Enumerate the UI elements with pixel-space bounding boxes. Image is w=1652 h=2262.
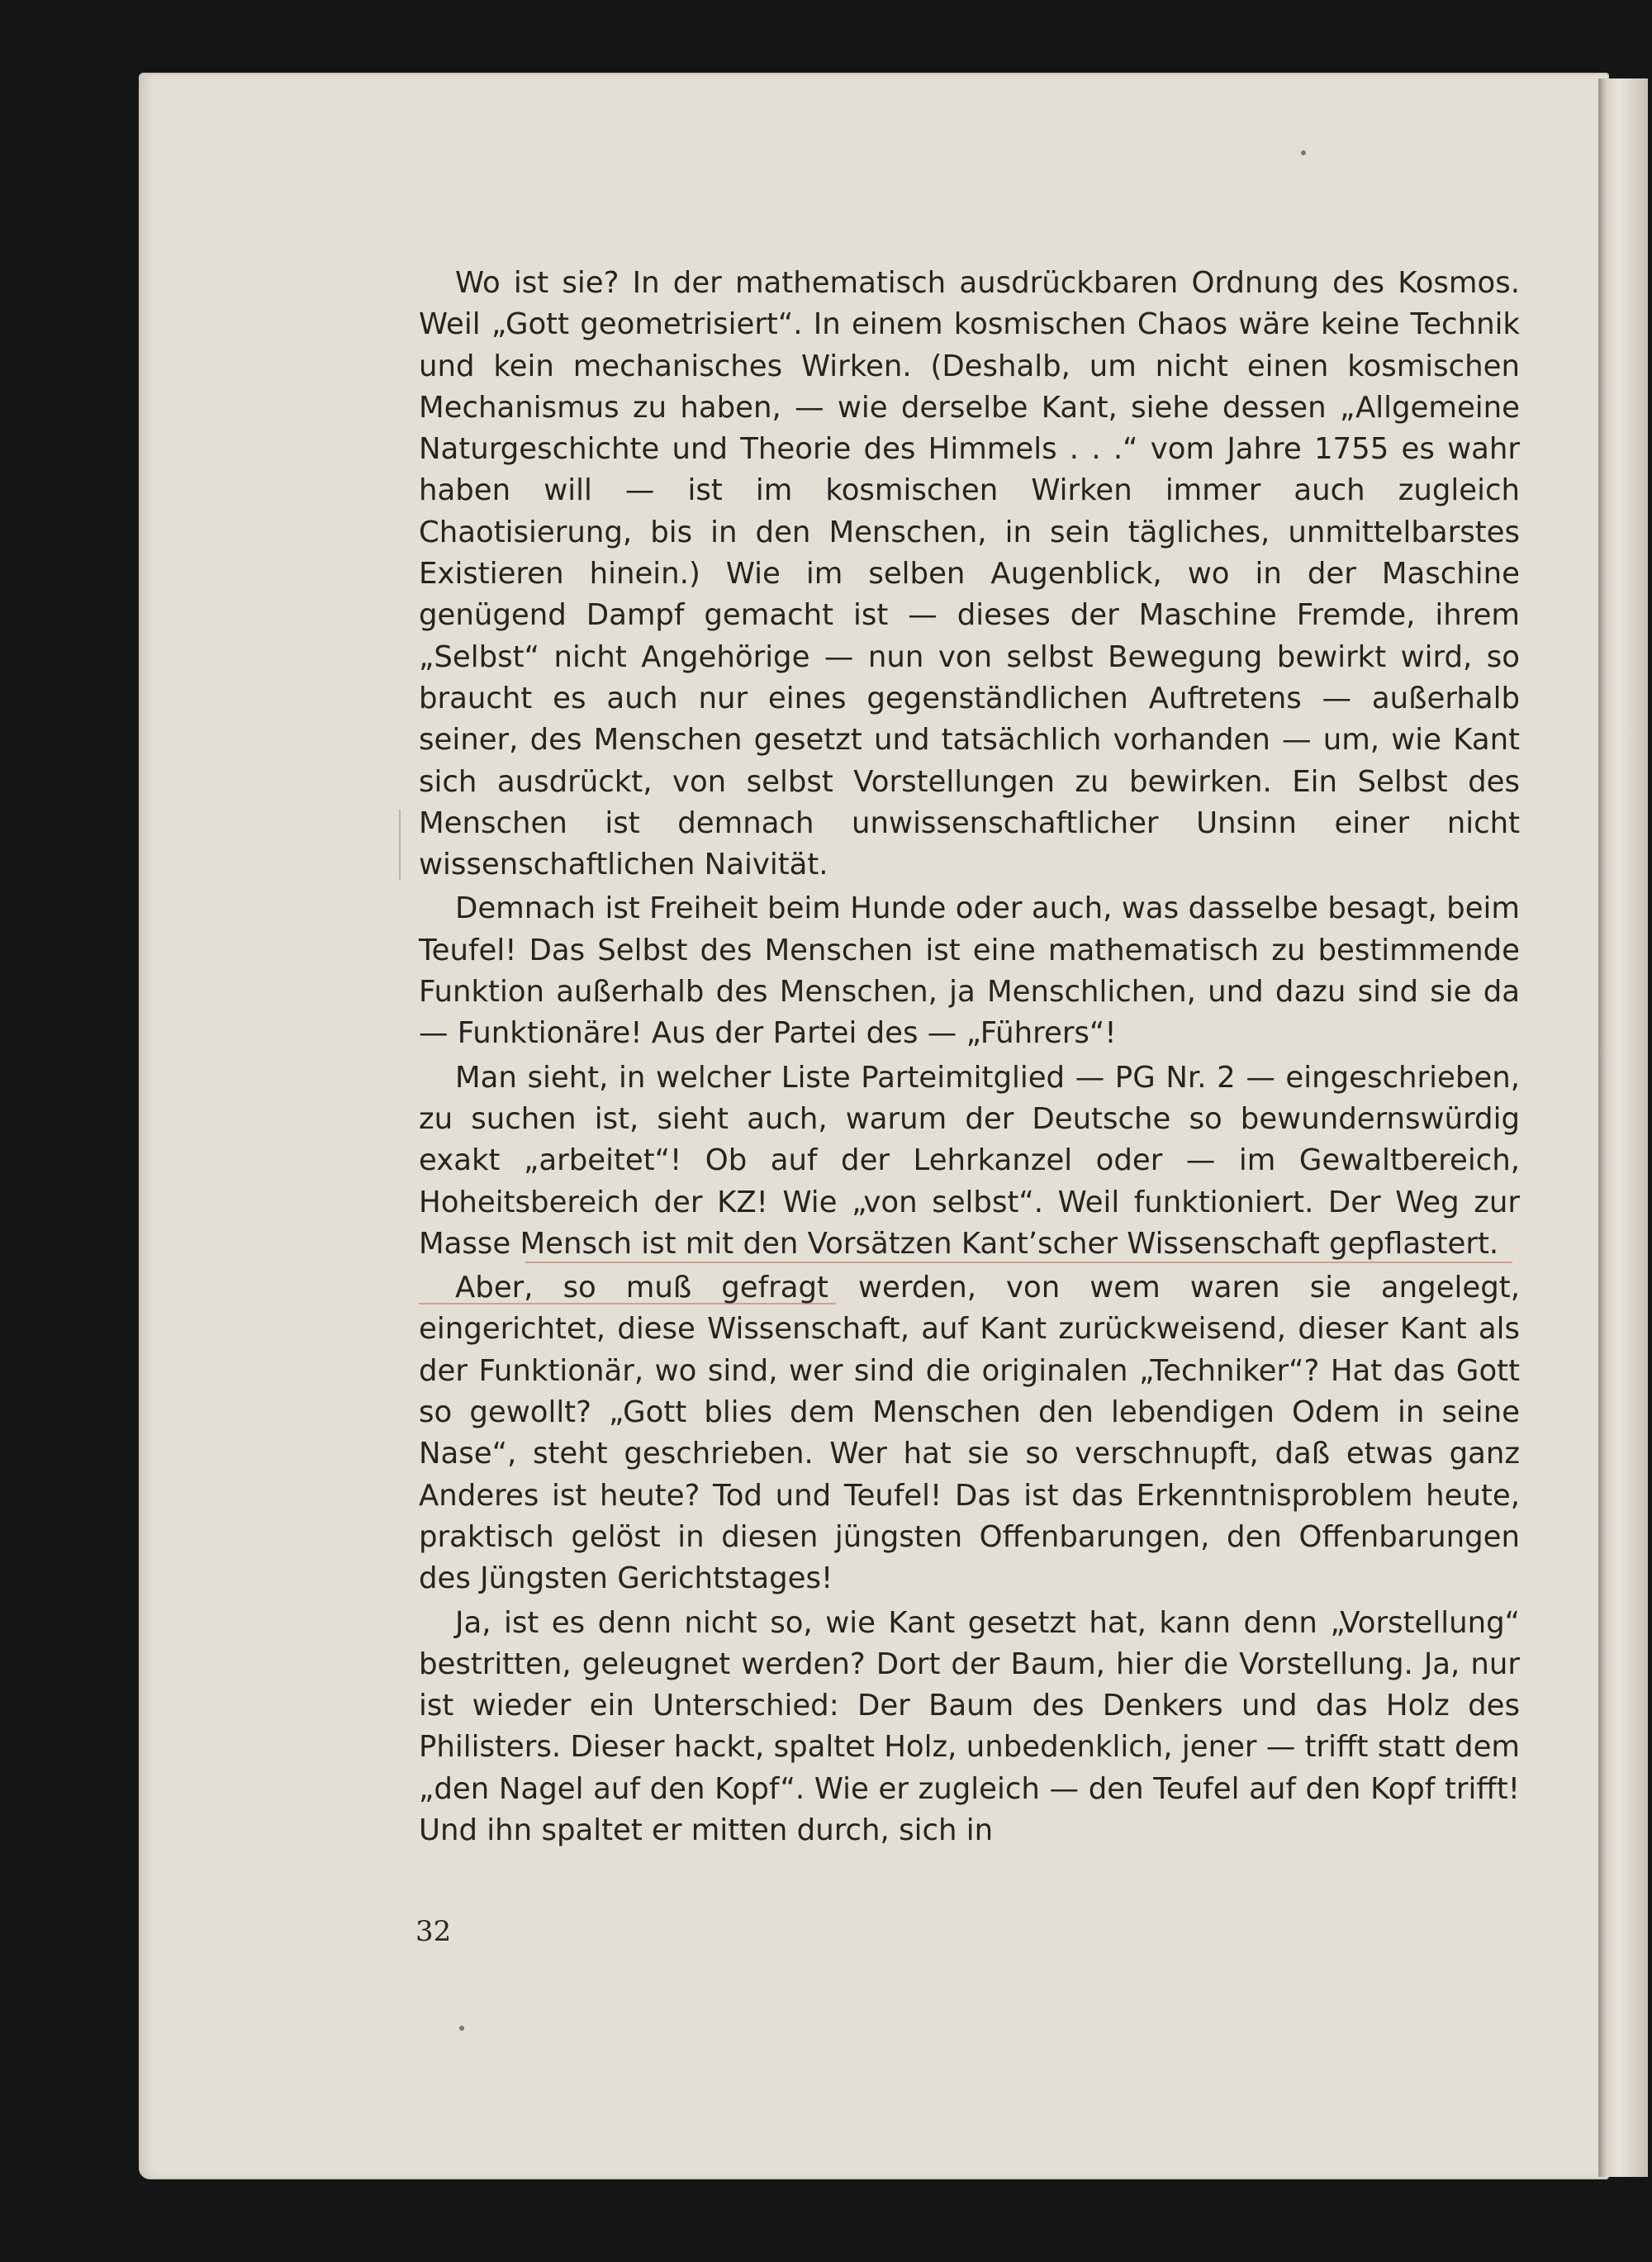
paragraph-4: Aber, so muß gefragt werden, von wem waren sie angelegt, eingerichtet, diese Wissenschaft, auf Kant zurückweisend, dieser Kant als der Funktionär, wo sind, wer sind die originalen „Techniker“? Hat das Gott so gewollt? „Gott blies dem Menschen den lebendigen Odem in seine Nase“, steht geschrieben. Wer hat sie so verschnupft, daß etwas ganz Anderes ist heute? Tod und Teufel! Das ist das Erkenntnisproblem heute, praktisch gelöst in diesen jüngsten Offenbarungen, den Offenbarungen des Jüngsten Gerichtstages! (419, 1271, 1520, 1596)
body-text (419, 263, 1520, 1854)
paragraph-2: Demnach ist Freiheit beim Hunde oder auch, was dasselbe besagt, beim Teufel! Das Selbst des Menschen ist eine mathematisch zu bestimmende Funktion außerhalb des Menschen, ja Menschlichen, und dazu sind sie da — Funktionäre! Aus der Partei des — „Führers“! (419, 891, 1520, 1051)
paragraph-5: Ja, ist es denn nicht so, wie Kant gesetzt hat, kann denn „Vorstellung“ bestritten, geleugnet werden? Dort der Baum, hier die Vorstellung. Ja, nur ist wieder ein Unterschied: Der Baum des Denkers und das Holz des Philisters. Dieser hackt, spaltet Holz, unbedenklich, jener — trifft statt dem „den Nagel auf den Kopf“. Wie er zugleich — den Teufel auf den Kopf trifft! Und ihn spaltet er mitten durch, sich in (419, 1605, 1520, 1847)
margin-pencil-mark (399, 810, 401, 880)
page-edge (1598, 78, 1648, 2177)
speck-bottom (459, 2026, 464, 2031)
paragraph-1: Wo ist sie? In der mathematisch ausdrückbaren Ordnung des Kosmos. Weil „Gott geometrisiert“. In einem kosmischen Chaos wäre keine Technik und kein mechanisches Wirken. (Deshalb, um nicht einen kosmischen Mechanismus zu haben, — wie derselbe Kant, siehe dessen „Allgemeine Naturgeschichte und Theorie des Himmels . . .“ vom Jahre 1755 es wahr haben will — ist im kosmischen Wirken immer auch zugleich Chaotisierung, bis in den Menschen, in sein tägliches, unmittelbarstes Existieren hinein.) Wie im selben Augenblick, wo in der Maschine genügend Dampf gemacht ist — dieses der Maschine Fremde, ihrem „Selbst“ nicht Angehörige — nun von selbst Bewegung bewirkt wird, so braucht es auch nur eines gegenständlichen Auftretens — außerhalb seiner, des Menschen gesetzt und tatsächlich vorhanden — um, wie Kant sich ausdrückt, von selbst Vorstellungen zu bewirken. Ein Selbst des Menschen ist demnach unwissenschaftlicher Unsinn einer nicht wissenschaftlichen Naivität. (419, 266, 1520, 882)
speck-top (1301, 150, 1306, 155)
paragraph-3: Man sieht, in welcher Liste Parteimitglied — PG Nr. 2 — eingeschrieben, zu suchen ist, sieht auch, warum der Deutsche so bewundernswürdig exakt „arbeitet“! Ob auf der Lehrkanzel oder — im Gewaltbereich, Hoheitsbereich der KZ! Wie „von selbst“. Weil funktioniert. Der Weg zur Masse Mensch ist mit den Vorsätzen Kant’scher Wissenschaft gepflastert. (419, 1060, 1520, 1261)
page-number: 32 (415, 1915, 452, 1948)
